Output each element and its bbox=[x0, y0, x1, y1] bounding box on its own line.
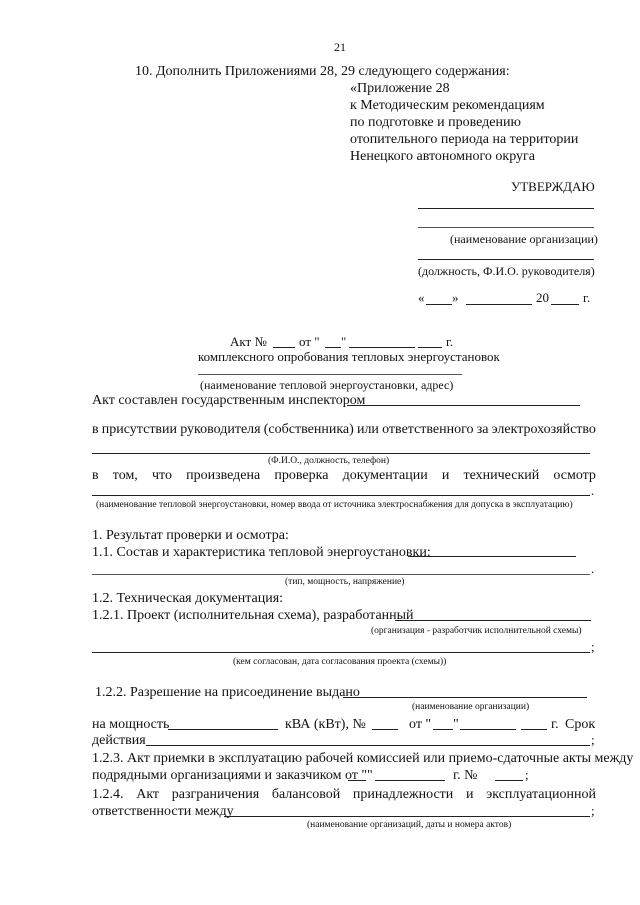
check-word: в bbox=[92, 468, 99, 483]
presence-word: или bbox=[356, 422, 379, 437]
approve-date-mid: » bbox=[452, 290, 459, 305]
act-number-line bbox=[273, 347, 295, 348]
item-1-2-3-year: г. № bbox=[453, 768, 478, 783]
page-number: 21 bbox=[334, 40, 346, 54]
item-1-2-4-line2: ответственности между bbox=[92, 804, 234, 819]
inspector-line bbox=[347, 405, 580, 406]
approve-date-open: « bbox=[418, 290, 425, 305]
item-1-2-3-line2: подрядными организациями и заказчиком от " bbox=[92, 768, 368, 783]
check-word: проверка bbox=[274, 468, 329, 483]
validity-label: действия bbox=[92, 733, 146, 748]
check-line bbox=[92, 467, 596, 484]
power-from: от " bbox=[409, 717, 432, 732]
item-1-2-4-word: принадлежности bbox=[352, 787, 454, 802]
check-word: что bbox=[151, 468, 172, 483]
item-1-2-4-word: балансовой bbox=[271, 787, 341, 802]
check-fill-line bbox=[92, 495, 590, 496]
presence-word: электрохозяйство bbox=[491, 422, 596, 437]
presence-word: за bbox=[476, 422, 489, 437]
validity-line bbox=[146, 745, 590, 746]
power-label: на мощность bbox=[92, 717, 170, 732]
presence-word: ответственного bbox=[382, 422, 474, 437]
power-quote: " bbox=[453, 717, 459, 732]
presence-fill-line bbox=[92, 453, 590, 454]
approve-date-suffix: г. bbox=[583, 290, 591, 305]
presence-word: в bbox=[92, 422, 99, 437]
item-1-2-1-line bbox=[395, 620, 591, 621]
item-1-2-3-day-line bbox=[348, 780, 366, 781]
presence-word: (собственника) bbox=[263, 422, 354, 437]
item-1-2-4-word: 1.2.4. bbox=[92, 787, 124, 802]
item-1-2-4-fill-line bbox=[224, 816, 590, 817]
item-1-2-3-end: ; bbox=[525, 767, 529, 782]
item-1-2-4-end: ; bbox=[591, 803, 595, 818]
item-1-2-1-caption2: (кем согласован, дата согласования проекта (схемы)) bbox=[233, 657, 447, 667]
item-1-2-1-fill-line bbox=[92, 652, 590, 653]
head-caption: (должность, Ф.И.О. руководителя) bbox=[418, 264, 595, 278]
item-1-2-4-word: Акт bbox=[136, 787, 160, 802]
item-1-2-4-caption: (наименование организаций, даты и номера актов) bbox=[307, 820, 512, 830]
item-1-2-3-line1: 1.2.3. Акт приемки в эксплуатацию рабочей комиссией или приемо-сдаточные акты между bbox=[92, 751, 634, 766]
check-word: технический bbox=[463, 468, 540, 483]
power-day-line bbox=[433, 729, 453, 730]
check-word: документации bbox=[342, 468, 428, 483]
presence-word: присутствии bbox=[101, 422, 178, 437]
item-1-2-4-word: и bbox=[465, 787, 474, 802]
item-1-2-1: 1.2.1. Проект (исполнительная схема), разработанный bbox=[92, 608, 414, 623]
act-year-line bbox=[418, 347, 442, 348]
date-month-line bbox=[466, 304, 532, 305]
item-1-1: 1.1. Состав и характеристика тепловой энергоустановки: bbox=[92, 545, 431, 560]
amendment-heading: 10. Дополнить Приложениями 28, 29 следующего содержания: bbox=[135, 64, 510, 79]
presence-line bbox=[92, 421, 596, 438]
approve-title: УТВЕРЖДАЮ bbox=[511, 179, 595, 194]
act-title-from: от " bbox=[299, 334, 320, 349]
act-title-prefix: Акт № bbox=[230, 334, 267, 349]
act-month-line bbox=[349, 347, 415, 348]
act-day-line bbox=[325, 347, 341, 348]
item-1-2-3-month-line bbox=[375, 780, 445, 781]
act-title-quote: " bbox=[341, 334, 347, 349]
item-1-2-1-caption: (организация - разработчик исполнительной схемы) bbox=[371, 626, 582, 636]
check-caption: (наименование тепловой энергоустановки, номер ввода от источника электроснабжения для допуска в эксплуатацию) bbox=[96, 500, 573, 510]
item-1-2-2-line bbox=[343, 697, 587, 698]
presence-word: руководителя bbox=[180, 422, 261, 437]
appendix-line: отопительного периода на территории bbox=[350, 132, 579, 147]
check-end: . bbox=[591, 483, 595, 498]
item-1-2-1-end: ; bbox=[591, 639, 595, 654]
check-word: том, bbox=[112, 468, 138, 483]
check-word: и bbox=[441, 468, 450, 483]
section1-title: 1. Результат проверки и осмотра: bbox=[92, 528, 289, 543]
approve-date-year: 20 bbox=[536, 290, 549, 305]
install-line bbox=[198, 374, 462, 375]
validity-end: ; bbox=[591, 732, 595, 747]
power-unit: кВА (кВт), № bbox=[285, 717, 366, 732]
item-1-1-fill-line bbox=[92, 574, 590, 575]
appendix-line: Ненецкого автономного округа bbox=[350, 149, 535, 164]
check-word: осмотр bbox=[553, 468, 596, 483]
item-1-2-4-word: разграничения bbox=[171, 787, 260, 802]
act-subtitle: комплексного опробования тепловых энергоустановок bbox=[198, 349, 500, 364]
presence-caption: (Ф.И.О., должность, телефон) bbox=[268, 456, 390, 466]
power-year-line bbox=[521, 729, 547, 730]
check-word: произведена bbox=[186, 468, 261, 483]
compiled-by: Акт составлен государственным инспектором bbox=[92, 393, 366, 408]
head-line bbox=[418, 259, 594, 260]
item-1-2-2: 1.2.2. Разрешение на присоединение выдано bbox=[95, 685, 360, 700]
date-day-line bbox=[426, 304, 452, 305]
org-line bbox=[418, 208, 594, 209]
item-1-2-3-number-line bbox=[495, 780, 523, 781]
item-1-1-line bbox=[408, 556, 576, 557]
act-title-year-suffix: г. bbox=[446, 334, 454, 349]
power-value-line bbox=[168, 729, 278, 730]
item-1-2-4-line1 bbox=[92, 786, 596, 803]
item-1-2-2-caption: (наименование организации) bbox=[412, 702, 530, 712]
power-number-line bbox=[372, 729, 398, 730]
item-1-2-4-word: эксплуатационной bbox=[486, 787, 596, 802]
appendix-line: по подготовке и проведению bbox=[350, 115, 521, 130]
item-1-1-caption: (тип, мощность, напряжение) bbox=[285, 577, 405, 587]
item-1-2-3-quote: " bbox=[367, 768, 373, 783]
item-1-1-end: . bbox=[591, 561, 595, 576]
power-term: Срок bbox=[565, 717, 596, 732]
install-caption: (наименование тепловой энергоустановки, адрес) bbox=[200, 378, 454, 392]
org-caption: (наименование организации) bbox=[450, 232, 598, 246]
date-year-line bbox=[551, 304, 579, 305]
power-month-line bbox=[460, 729, 516, 730]
item-1-2: 1.2. Техническая документация: bbox=[92, 591, 284, 606]
appendix-line: к Методическим рекомендациям bbox=[350, 98, 545, 113]
appendix-title: «Приложение 28 bbox=[350, 81, 450, 96]
power-year: г. bbox=[551, 717, 559, 732]
org-line-2 bbox=[418, 227, 594, 228]
